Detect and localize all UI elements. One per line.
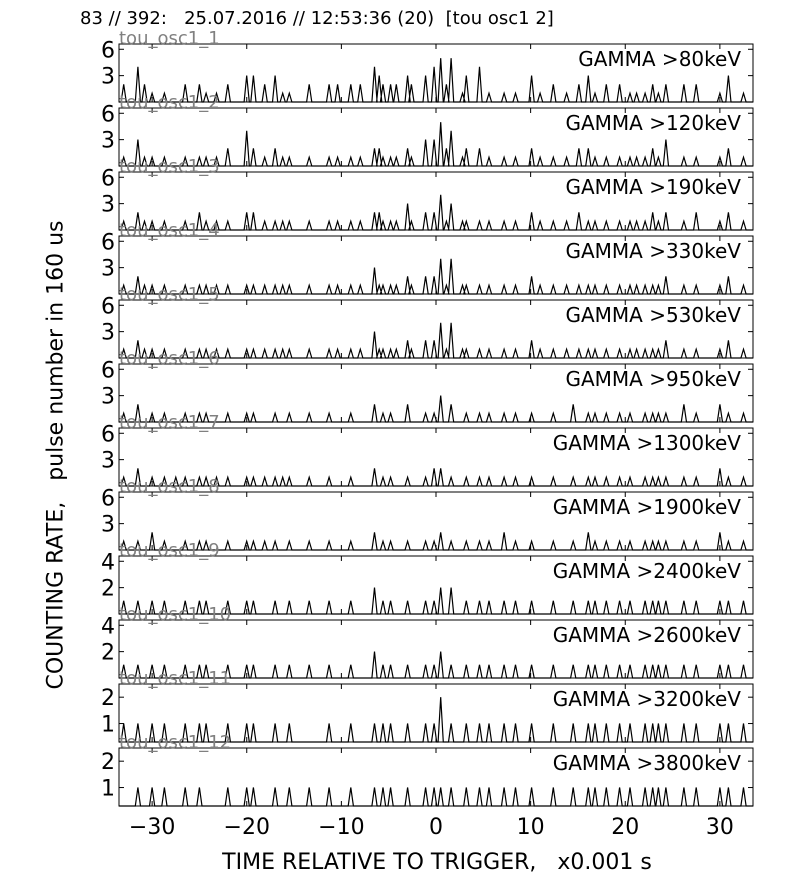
panel-energy-label: GAMMA >950keV bbox=[565, 367, 741, 391]
panel-energy-label: GAMMA >120keV bbox=[565, 111, 741, 135]
panel-12 bbox=[101, 732, 753, 840]
panel-energy-label: GAMMA >3200keV bbox=[552, 687, 741, 711]
x-tick-label: 30 bbox=[705, 815, 734, 840]
panel-5 bbox=[101, 284, 753, 358]
panel-channel-label: tou_osc1_12 bbox=[119, 732, 232, 753]
panel-energy-label: GAMMA >530keV bbox=[565, 303, 741, 327]
y-tick-label: 6 bbox=[101, 358, 115, 384]
panel-energy-label: GAMMA >80keV bbox=[578, 47, 741, 71]
y-tick-label: 3 bbox=[101, 128, 115, 154]
y-tick-label: 6 bbox=[101, 102, 115, 128]
panel-channel-label: tou_osc1_8 bbox=[119, 476, 220, 497]
x-axis-label: TIME RELATIVE TO TRIGGER, x0.001 s bbox=[222, 850, 652, 875]
panel-channel-label: tou_osc1_2 bbox=[119, 92, 220, 113]
panel-channel-label: tou_osc1_3 bbox=[119, 156, 220, 177]
y-tick-label: 6 bbox=[101, 294, 115, 320]
x-tick-label: −20 bbox=[223, 815, 270, 840]
y-tick-label: 2 bbox=[101, 640, 115, 666]
y-tick-label: 4 bbox=[101, 550, 115, 576]
x-tick-label: 0 bbox=[429, 815, 443, 840]
y-tick-label: 3 bbox=[101, 384, 115, 410]
panel-channel-label: tou_osc1_1 bbox=[119, 28, 220, 49]
y-tick-label: 3 bbox=[101, 256, 115, 282]
y-tick-label: 3 bbox=[101, 512, 115, 538]
y-tick-label: 1 bbox=[101, 712, 115, 738]
panel-6 bbox=[101, 348, 753, 422]
series-line bbox=[119, 788, 753, 807]
panel-channel-label: tou_osc1_5 bbox=[119, 284, 220, 305]
y-tick-label: 6 bbox=[101, 38, 115, 64]
panel-7 bbox=[101, 412, 753, 486]
panel-energy-label: GAMMA >2600keV bbox=[552, 623, 741, 647]
panel-channel-label: tou_osc1_9 bbox=[119, 540, 220, 561]
y-tick-label: 4 bbox=[101, 614, 115, 640]
panel-3 bbox=[101, 156, 753, 230]
panel-energy-label: GAMMA >1900keV bbox=[552, 495, 741, 519]
panel-channel-label: tou_osc1_4 bbox=[119, 220, 220, 241]
panel-8 bbox=[101, 476, 753, 550]
panel-channel-label: tou_osc1_10 bbox=[119, 604, 232, 625]
y-tick-label: 3 bbox=[101, 320, 115, 346]
panel-energy-label: GAMMA >3800keV bbox=[552, 751, 741, 775]
y-tick-label: 2 bbox=[101, 576, 115, 602]
panel-energy-label: GAMMA >2400keV bbox=[552, 559, 741, 583]
panel-4 bbox=[101, 220, 753, 294]
panel-channel-label: tou_osc1_6 bbox=[119, 348, 220, 369]
y-tick-label: 3 bbox=[101, 448, 115, 474]
panel-energy-label: GAMMA >330keV bbox=[565, 239, 741, 263]
figure-title: 83 // 392: 25.07.2016 // 12:53:36 (20) [tou osc1 2] bbox=[80, 8, 554, 29]
panel-9 bbox=[101, 540, 753, 614]
panel-10 bbox=[101, 604, 753, 678]
y-axis-label: COUNTING RATE, pulse number in 160 us bbox=[43, 220, 69, 690]
x-tick-label: −30 bbox=[128, 815, 176, 840]
y-tick-label: 2 bbox=[101, 750, 115, 776]
x-tick-label: 20 bbox=[611, 815, 640, 840]
panel-2 bbox=[101, 92, 753, 166]
y-tick-label: 6 bbox=[101, 166, 115, 192]
panel-energy-label: GAMMA >190keV bbox=[565, 175, 741, 199]
x-tick-label: −10 bbox=[318, 815, 365, 840]
y-tick-label: 3 bbox=[101, 192, 115, 218]
panel-channel-label: tou_osc1_11 bbox=[119, 668, 232, 689]
x-tick-label: 10 bbox=[516, 815, 545, 840]
panel-1 bbox=[101, 28, 753, 102]
panel-11 bbox=[101, 668, 753, 742]
y-tick-label: 6 bbox=[101, 486, 115, 512]
y-tick-label: 3 bbox=[101, 64, 115, 90]
y-tick-label: 6 bbox=[101, 422, 115, 448]
y-tick-label: 2 bbox=[101, 686, 115, 712]
panel-energy-label: GAMMA >1300keV bbox=[552, 431, 741, 455]
y-tick-label: 6 bbox=[101, 230, 115, 256]
y-tick-label: 1 bbox=[101, 776, 115, 802]
panel-channel-label: tou_osc1_7 bbox=[119, 412, 220, 433]
